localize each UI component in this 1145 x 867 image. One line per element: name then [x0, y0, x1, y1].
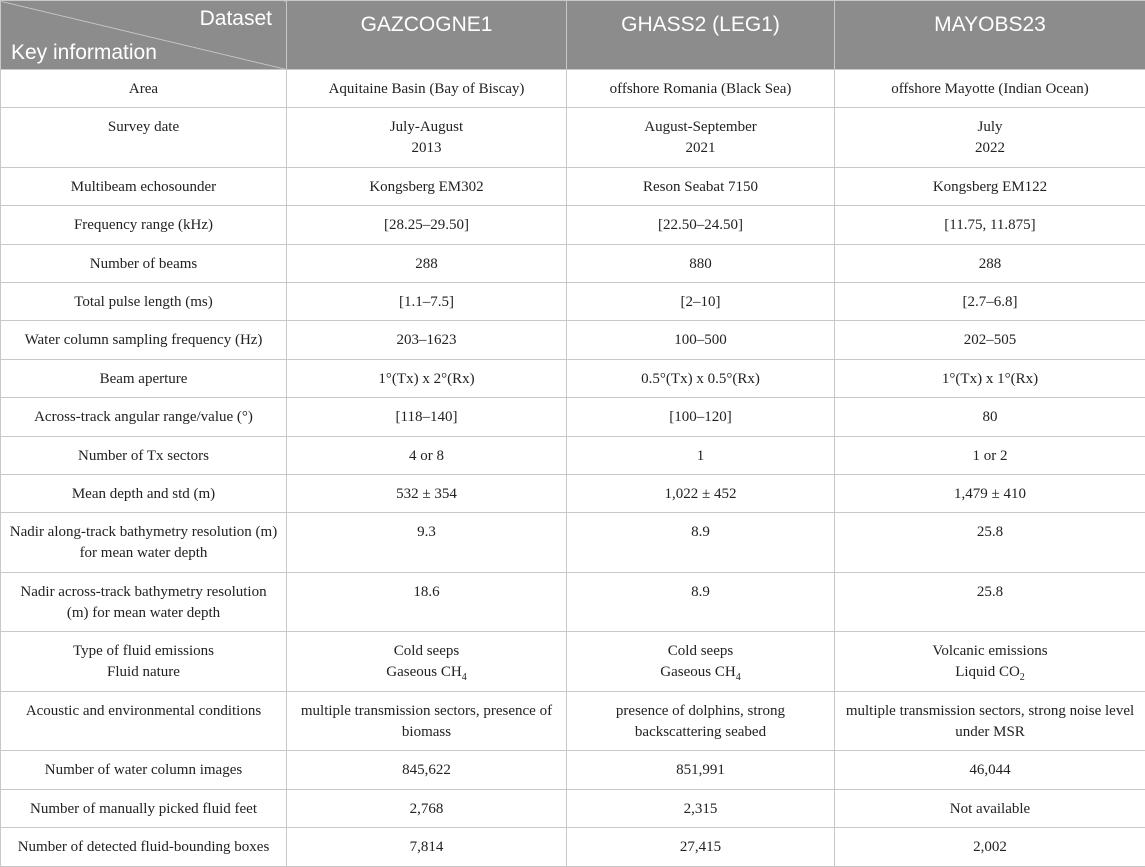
cell-value	[287, 632, 567, 692]
cell-value: 4 or 8	[287, 436, 567, 474]
table-row	[1, 436, 1145, 474]
dataset-header-mayobs23: MAYOBS23	[835, 1, 1145, 70]
cell-value	[567, 632, 835, 692]
cell-value: 288	[287, 244, 567, 282]
cell-value: [2.7–6.8]	[835, 283, 1145, 321]
row-label: Area	[1, 70, 287, 108]
cell-value: August-September 2021	[567, 108, 835, 168]
table-row	[1, 70, 1145, 108]
cell-value: [2–10]	[567, 283, 835, 321]
table-row	[1, 398, 1145, 436]
cell-value: 288	[835, 244, 1145, 282]
table-row	[1, 108, 1145, 168]
row-label: Acoustic and environmental conditions	[1, 691, 287, 751]
cell-value: [1.1–7.5]	[287, 283, 567, 321]
dataset-header-ghass2: GHASS2 (LEG1)	[567, 1, 835, 70]
row-label: Mean depth and std (m)	[1, 475, 287, 513]
table-row	[1, 283, 1145, 321]
cell-value: July-August 2013	[287, 108, 567, 168]
cell-value	[835, 632, 1145, 692]
cell-value: 2,002	[835, 828, 1145, 866]
table-row	[1, 632, 1145, 692]
cell-value: 18.6	[287, 572, 567, 632]
row-label: Number of beams	[1, 244, 287, 282]
cell-value: 1,479 ± 410	[835, 475, 1145, 513]
cell-value: 203–1623	[287, 321, 567, 359]
row-label: Type of fluid emissions Fluid nature	[1, 632, 287, 692]
cell-value: offshore Romania (Black Sea)	[567, 70, 835, 108]
row-label: Multibeam echosounder	[1, 167, 287, 205]
row-label: Water column sampling frequency (Hz)	[1, 321, 287, 359]
cell-value: [118–140]	[287, 398, 567, 436]
fluid-nature-text: Cold seeps Gaseous CH	[660, 643, 736, 681]
cell-value: 2,315	[567, 789, 835, 827]
cell-value: 25.8	[835, 513, 1145, 573]
table-row	[1, 244, 1145, 282]
table-row	[1, 321, 1145, 359]
table-row	[1, 789, 1145, 827]
row-label: Beam aperture	[1, 359, 287, 397]
chemical-subscript: 2	[1019, 672, 1025, 684]
cell-value: 2,768	[287, 789, 567, 827]
table-row	[1, 691, 1145, 751]
corner-label-dataset: Dataset	[199, 7, 272, 30]
cell-value: 80	[835, 398, 1145, 436]
cell-value: Kongsberg EM302	[287, 167, 567, 205]
cell-value: multiple transmission sectors, strong noise level under MSR	[835, 691, 1145, 751]
fluid-nature-text: Cold seeps Gaseous CH	[386, 643, 462, 681]
chemical-subscript: 4	[461, 672, 467, 684]
cell-value: 880	[567, 244, 835, 282]
cell-value: [11.75, 11.875]	[835, 206, 1145, 244]
cell-value: 1	[567, 436, 835, 474]
corner-label-key-information: Key information	[11, 41, 157, 64]
header-corner-cell	[1, 1, 287, 70]
row-label: Number of detected fluid-bounding boxes	[1, 828, 287, 866]
cell-value: 202–505	[835, 321, 1145, 359]
cell-value: 100–500	[567, 321, 835, 359]
row-label: Number of manually picked fluid feet	[1, 789, 287, 827]
row-label: Number of water column images	[1, 751, 287, 789]
cell-value: 27,415	[567, 828, 835, 866]
cell-value: Not available	[835, 789, 1145, 827]
cell-value: offshore Mayotte (Indian Ocean)	[835, 70, 1145, 108]
cell-value: [28.25–29.50]	[287, 206, 567, 244]
chemical-subscript: 4	[735, 672, 741, 684]
cell-value: Kongsberg EM122	[835, 167, 1145, 205]
dataset-header-gazcogne1: GAZCOGNE1	[287, 1, 567, 70]
row-label: Nadir across-track bathymetry resolution (m) for mean water depth	[1, 572, 287, 632]
row-label: Number of Tx sectors	[1, 436, 287, 474]
row-label: Across-track angular range/value (°)	[1, 398, 287, 436]
cell-value: 8.9	[567, 513, 835, 573]
cell-value: 1°(Tx) x 1°(Rx)	[835, 359, 1145, 397]
cell-value: 532 ± 354	[287, 475, 567, 513]
cell-value: Aquitaine Basin (Bay of Biscay)	[287, 70, 567, 108]
cell-value: 1°(Tx) x 2°(Rx)	[287, 359, 567, 397]
cell-value: 9.3	[287, 513, 567, 573]
table-row	[1, 167, 1145, 205]
cell-value: 25.8	[835, 572, 1145, 632]
table-row	[1, 359, 1145, 397]
cell-value: 845,622	[287, 751, 567, 789]
row-label: Total pulse length (ms)	[1, 283, 287, 321]
cell-value: 1 or 2	[835, 436, 1145, 474]
cell-value: July 2022	[835, 108, 1145, 168]
table-header	[1, 1, 1145, 70]
cell-value: Reson Seabat 7150	[567, 167, 835, 205]
header-row	[1, 1, 1145, 70]
fluid-nature-text: Volcanic emissions Liquid CO	[932, 643, 1048, 681]
table-row	[1, 751, 1145, 789]
cell-value: 0.5°(Tx) x 0.5°(Rx)	[567, 359, 835, 397]
cell-value: 46,044	[835, 751, 1145, 789]
table-row	[1, 513, 1145, 573]
cell-value: [22.50–24.50]	[567, 206, 835, 244]
row-label: Frequency range (kHz)	[1, 206, 287, 244]
row-label: Nadir along-track bathymetry resolution (m) for mean water depth	[1, 513, 287, 573]
table-row	[1, 475, 1145, 513]
cell-value: 851,991	[567, 751, 835, 789]
cell-value: presence of dolphins, strong backscattering seabed	[567, 691, 835, 751]
table-row	[1, 206, 1145, 244]
row-label: Survey date	[1, 108, 287, 168]
table-row	[1, 572, 1145, 632]
cell-value: 8.9	[567, 572, 835, 632]
table-row	[1, 828, 1145, 866]
cell-value: [100–120]	[567, 398, 835, 436]
cell-value: 7,814	[287, 828, 567, 866]
cell-value: multiple transmission sectors, presence of biomass	[287, 691, 567, 751]
cell-value: 1,022 ± 452	[567, 475, 835, 513]
